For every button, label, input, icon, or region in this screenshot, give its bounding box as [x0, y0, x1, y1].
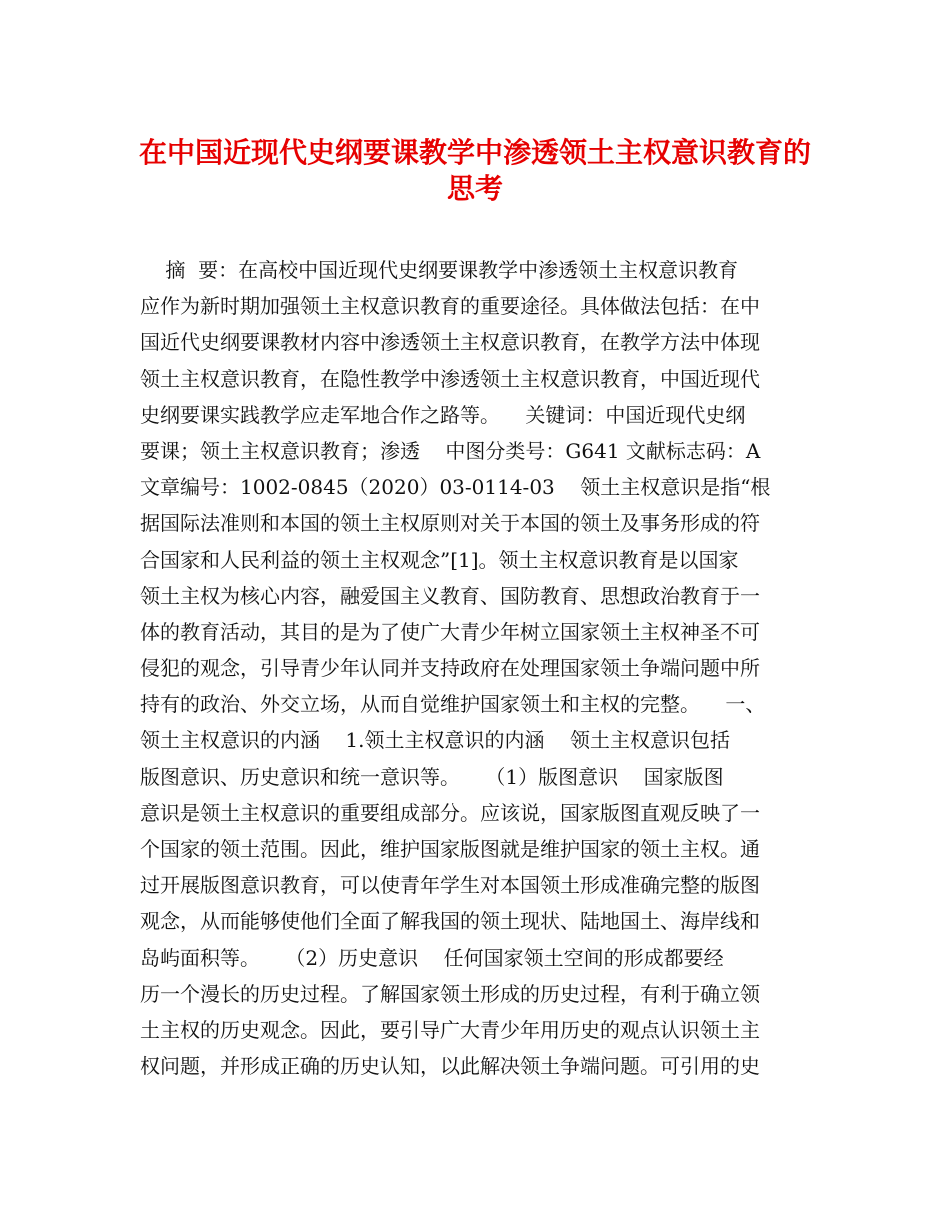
text-line: 岛屿面积等。 （2）历史意识 任何国家领土空间的形成都要经 [140, 945, 724, 970]
text-line: 历一个漫长的历史过程。了解国家领土形成的历史过程，有利于确立领 [140, 981, 760, 1006]
text-line: 史纲要课实践教学应走军地合作之路等。 关键词：中国近现代史纲 [140, 402, 746, 427]
text-line: 个国家的领土范围。因此，维护国家版图就是维护国家的领土主权。通 [140, 837, 760, 861]
text-line: 领土主权为核心内容，融爱国主义教育、国防教育、思想政治教育于一 [140, 583, 760, 608]
text-line: 侵犯的观念，引导青少年认同并支持政府在处理国家领土争端问题中所 [140, 656, 760, 681]
text-line: 观念，从而能够使他们全面了解我国的领土现状、陆地国土、海岸线和 [140, 909, 760, 934]
text-line: 权问题，并形成正确的历史认知，以此解决领土争端问题。可引用的史 [140, 1054, 760, 1079]
body-text [140, 252, 830, 1084]
text-line: 国近代史纲要课教材内容中渗透领土主权意识教育，在教学方法中体现 [140, 330, 760, 355]
text-line: 据国际法准则和本国的领土主权原则对关于本国的领土及事务形成的符 [140, 511, 760, 536]
title-line: 思考 [446, 172, 503, 206]
text-line: 版图意识、历史意识和统一意识等。 （1）版图意识 国家版图 [140, 764, 724, 789]
document-title [100, 128, 850, 206]
title-line: 在中国近现代史纲要课教学中渗透领土主权意识教育的 [138, 136, 811, 169]
text-line: 意识是领土主权意识的重要组成部分。应该说，国家版图直观反映了一 [140, 800, 760, 825]
text-line: 领土主权意识教育，在隐性教学中渗透领土主权意识教育，中国近现代 [140, 366, 760, 391]
text-line: 摘 要：在高校中国近现代史纲要课教学中渗透领土主权意识教育 [140, 258, 739, 282]
text-line: 持有的政治、外交立场，从而自觉维护国家领土和主权的完整。 一、 [140, 692, 766, 717]
text-line: 要课；领土主权意识教育；渗透 中图分类号：G641 文献标志码：A [140, 438, 761, 463]
text-line: 领土主权意识的内涵 1.领土主权意识的内涵 领土主权意识包括 [140, 728, 730, 753]
text-line: 应作为新时期加强领土主权意识教育的重要途径。具体做法包括：在中 [140, 294, 760, 319]
text-line: 土主权的历史观念。因此，要引导广大青少年用历史的观点认识领土主 [140, 1017, 760, 1042]
text-line: 文章编号：1002-0845（2020）03-0114-03 领土主权意识是指“根 [140, 475, 771, 500]
text-line: 体的教育活动，其目的是为了使广大青少年树立国家领土主权神圣不可 [140, 619, 760, 644]
text-line: 过开展版图意识教育，可以使青年学生对本国领土形成准确完整的版图 [140, 873, 760, 898]
text-line: 合国家和人民利益的领土主权观念”[1]。领土主权意识教育是以国家 [140, 547, 739, 572]
